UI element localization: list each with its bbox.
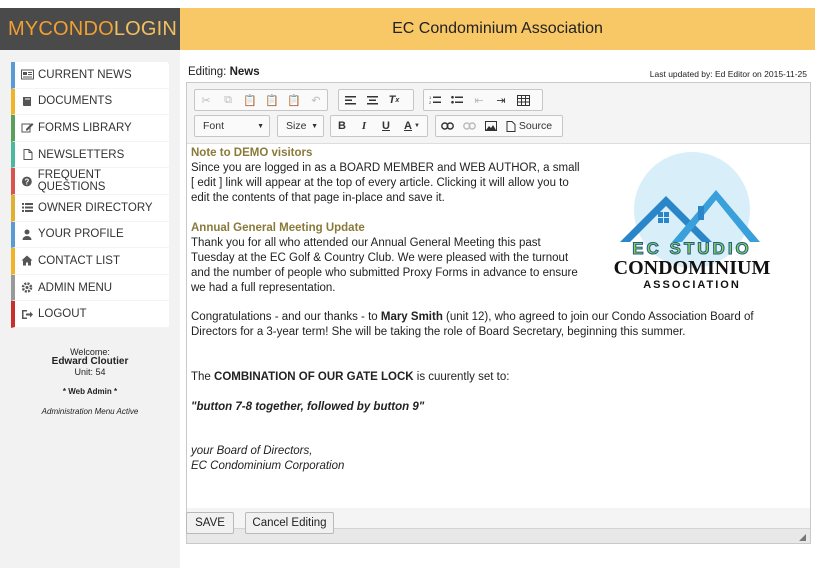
align-center-icon[interactable] xyxy=(361,90,383,110)
question-icon xyxy=(21,176,34,187)
file-icon xyxy=(21,149,34,160)
font-select-label: Font xyxy=(203,120,225,132)
undo-icon[interactable]: ↶ xyxy=(311,94,321,107)
nav-item-admin-menu[interactable] xyxy=(11,275,169,302)
sidebar xyxy=(0,50,180,568)
toolbar-group-clipboard xyxy=(194,89,328,111)
gate-text-bold: COMBINATION OF OUR GATE LOCK xyxy=(214,371,414,383)
nav-item-documents[interactable] xyxy=(11,89,169,116)
bullet-list-icon[interactable] xyxy=(446,90,468,110)
welcome-panel xyxy=(0,347,180,417)
congrats-text-start: Congratulations - and our thanks - to xyxy=(191,311,381,323)
resize-handle-icon[interactable] xyxy=(799,534,806,541)
editing-label: Editing: xyxy=(188,66,227,78)
toolbar-group-insert xyxy=(435,115,563,137)
gate-text-start: The xyxy=(191,371,215,383)
size-select-label: Size xyxy=(286,120,307,132)
paragraph-demo-line1: Since you are logged in as a BOARD MEMBER and WEB AUTHOR, a small xyxy=(191,162,580,174)
rich-text-editor xyxy=(186,82,811,544)
indent-icon[interactable]: ⇥ xyxy=(496,94,506,107)
newspaper-icon xyxy=(21,69,34,80)
user-name: Edward Cloutier xyxy=(51,356,129,367)
nav-item-contact-list[interactable] xyxy=(11,248,169,275)
source-label: Source xyxy=(518,120,553,132)
brand-part2: LOGIN xyxy=(113,17,178,40)
signature-line1: your Board of Directors, xyxy=(191,445,313,457)
copy-icon[interactable]: ⧉ xyxy=(224,93,232,106)
gear-icon xyxy=(21,282,34,293)
nav-label: YOUR PROFILE xyxy=(38,228,124,241)
main-content xyxy=(181,50,815,568)
toolbar-group-lists xyxy=(423,89,543,111)
paste-icon[interactable]: 📋 xyxy=(243,94,257,107)
numbered-list-icon[interactable] xyxy=(424,90,446,110)
editor-toolbar xyxy=(187,83,810,143)
paragraph-congrats-line1 xyxy=(191,310,754,325)
toolbar-group-format xyxy=(330,115,428,137)
toolbar-group-align xyxy=(338,89,414,111)
user-unit: Unit: 54 xyxy=(74,367,106,377)
editing-page: News xyxy=(229,66,260,78)
user-role: * Web Admin * xyxy=(62,387,118,396)
save-button[interactable]: SAVE xyxy=(186,512,234,534)
nav-label: DOCUMENTS xyxy=(38,95,113,108)
brand-part1: MYCONDO xyxy=(8,17,114,40)
table-icon[interactable] xyxy=(512,90,534,110)
paragraph-agm-line4: we had a full representation. xyxy=(191,282,336,294)
remove-format-icon[interactable]: T x xyxy=(388,94,400,106)
editor-content[interactable] xyxy=(187,143,810,508)
nav-item-current-news[interactable] xyxy=(11,62,169,89)
nav-item-owner-directory[interactable] xyxy=(11,195,169,222)
signout-icon xyxy=(21,309,34,320)
nav-label: FREQUENT QUESTIONS xyxy=(37,169,106,194)
signature-line2: EC Condominium Corporation xyxy=(191,460,345,472)
nav-item-logout[interactable] xyxy=(11,301,169,328)
cut-icon[interactable]: ✂ xyxy=(201,94,211,107)
admin-status: Administration Menu Active xyxy=(41,407,139,416)
svg-text:1: 1 xyxy=(429,95,432,100)
paragraph-demo-line2: [ edit ] link will appear at the top of every article. Clicking it will allow you to xyxy=(191,177,569,189)
brand-logo[interactable] xyxy=(0,8,180,50)
logo-line2: CONDOMINIUM xyxy=(613,257,771,279)
underline-icon[interactable]: U xyxy=(382,120,390,132)
paragraph-agm-line2: Tuesday at the EC Golf & Country Club. We were pleased with the turnout xyxy=(191,252,569,264)
edit-icon xyxy=(21,122,34,133)
nav-label: ADMIN MENU xyxy=(38,281,113,294)
paste-word-icon[interactable]: 📋 xyxy=(287,94,301,107)
source-button[interactable] xyxy=(502,116,556,136)
nav-label: LOGOUT xyxy=(38,308,87,321)
heading-agm: Annual General Meeting Update xyxy=(191,222,365,234)
home-icon xyxy=(21,255,34,266)
nav-label: FORMS LIBRARY xyxy=(38,121,132,134)
editing-title xyxy=(188,66,260,78)
chevron-down-icon: ▼ xyxy=(257,122,264,130)
nav-label: CONTACT LIST xyxy=(38,254,120,267)
image-icon[interactable] xyxy=(480,116,502,136)
unlink-icon[interactable] xyxy=(458,116,480,136)
nav-item-frequent-questions[interactable] xyxy=(11,168,169,195)
align-left-icon[interactable] xyxy=(339,90,361,110)
congrats-text-end: (unit 12), who agreed to join our Condo Association Board of xyxy=(442,311,754,323)
nav-item-your-profile[interactable] xyxy=(11,222,169,249)
nav-item-forms-library[interactable] xyxy=(11,115,169,142)
paragraph-agm-line3: and the number of people who submitted Proxy Forms in advance to ensure xyxy=(191,267,578,279)
gate-code: "button 7-8 together, followed by button 9" xyxy=(191,401,425,413)
italic-icon[interactable]: I xyxy=(361,120,367,132)
congrats-name: Mary Smith xyxy=(380,311,443,323)
nav-label: OWNER DIRECTORY xyxy=(38,201,153,214)
paragraph-demo-line3: edit the contents of that page in-place and save it. xyxy=(191,192,445,204)
bold-icon[interactable]: B xyxy=(338,120,346,132)
paste-text-icon[interactable]: 📋 xyxy=(265,94,279,107)
nav-item-newsletters[interactable] xyxy=(11,142,169,169)
nav-label: NEWSLETTERS xyxy=(38,148,125,161)
page-title: EC Condominium Association xyxy=(392,20,603,37)
chevron-down-icon: ▼ xyxy=(311,122,318,130)
source-icon xyxy=(506,121,516,132)
svg-text:?: ? xyxy=(24,177,30,187)
text-color-icon[interactable]: A ▼ xyxy=(404,120,420,132)
link-icon[interactable] xyxy=(436,116,458,136)
paragraph-congrats-line2: Directors for a 3-year term! She will be taking the role of Board Secretary, beginning this summer. xyxy=(191,326,686,338)
size-select[interactable] xyxy=(277,115,324,137)
logo-line3: ASSOCIATION xyxy=(643,279,741,291)
last-updated: Last updated by: Ed Editor on 2015-11-25 xyxy=(649,69,807,79)
page-header xyxy=(180,8,815,50)
font-select[interactable] xyxy=(194,115,270,137)
user-icon xyxy=(21,229,34,240)
gate-text-end: is cuurently set to: xyxy=(413,371,510,383)
sidebar-nav xyxy=(11,62,169,328)
condo-logo-image xyxy=(600,150,784,294)
cancel-editing-button[interactable]: Cancel Editing xyxy=(245,512,334,534)
logo-line1: EC STUDIO xyxy=(632,239,752,258)
welcome-label: Welcome: xyxy=(70,347,110,357)
paragraph-agm-line1: Thank you for all who attended our Annual General Meeting this past xyxy=(191,237,541,249)
list-icon xyxy=(21,202,34,213)
book-icon xyxy=(21,96,34,107)
nav-label: CURRENT NEWS xyxy=(38,68,132,81)
svg-text:2: 2 xyxy=(429,100,432,105)
heading-demo: Note to DEMO visitors xyxy=(191,147,313,159)
outdent-icon[interactable]: ⇤ xyxy=(474,94,484,107)
paragraph-gate-lock xyxy=(191,370,509,385)
